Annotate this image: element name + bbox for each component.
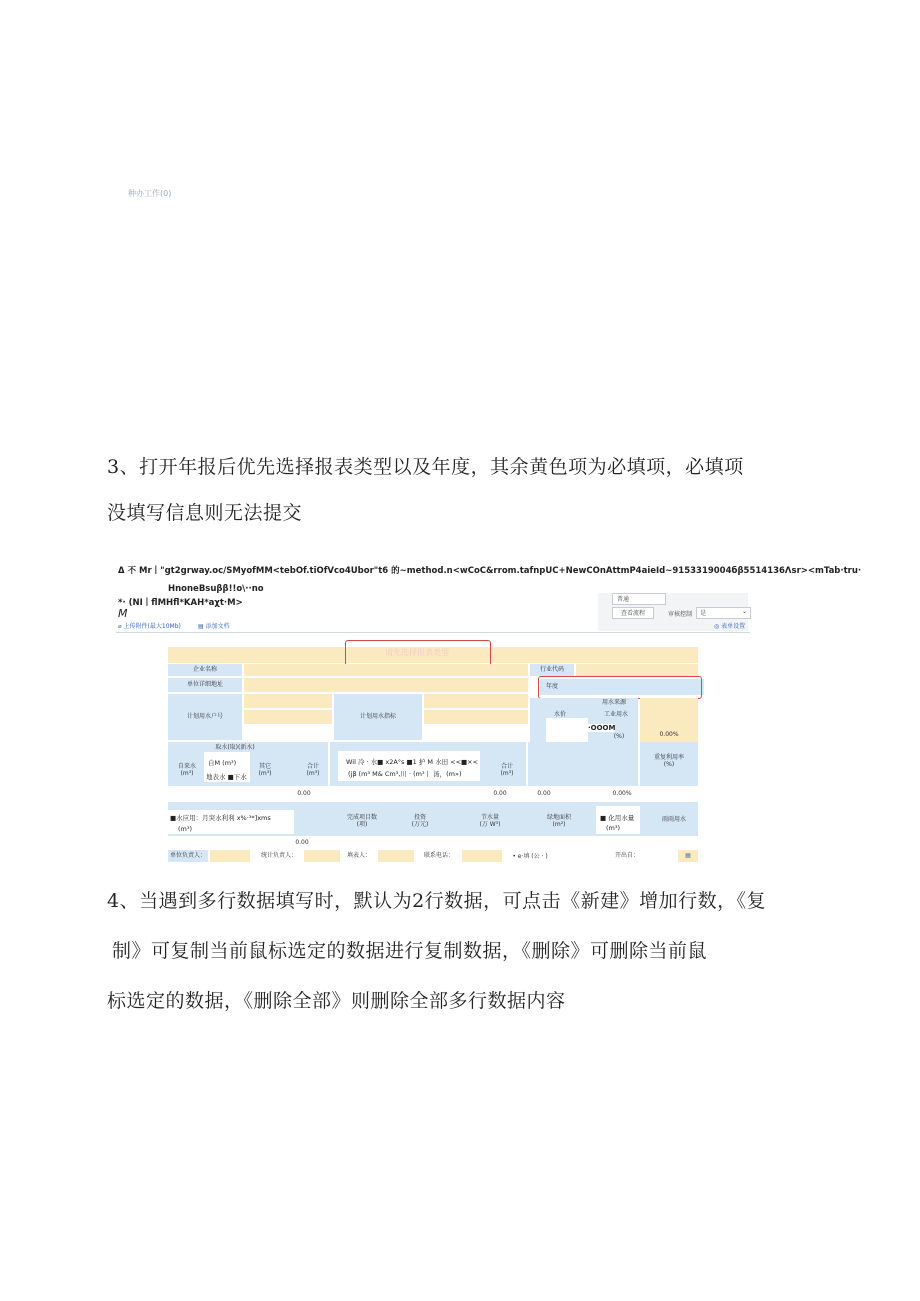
toolbar-divider: [116, 632, 750, 633]
value-zero-2: 0.00: [493, 790, 507, 798]
view-flow-button[interactable]: 查看流程: [612, 607, 654, 619]
report-date-label: 开出自：: [614, 852, 639, 860]
water-account-field-2[interactable]: [244, 710, 332, 724]
year-label: 年度: [540, 679, 704, 695]
recycle-label: ■ 化用水量: [600, 814, 635, 822]
recycle-block: [528, 742, 638, 786]
industry-water-label: 工业用水: [603, 711, 628, 719]
green-area-label: 绿地面积 (m²): [546, 813, 571, 828]
total-label-2: 合计 (m³): [500, 762, 514, 777]
unit-head-label: 单位负责人：: [168, 850, 208, 862]
company-name-label: 企业名称: [168, 664, 242, 676]
water-price-label: 水价: [553, 711, 566, 719]
screenshot-subtitle-2: *· (NI丨flMHfl*KAH*aχt·M>: [118, 598, 243, 608]
water-source-label: 用水来源: [601, 699, 626, 707]
address-field[interactable]: [244, 678, 528, 692]
percent-unit-label: (%): [613, 733, 625, 741]
rain-water-label: 雨雨用水: [661, 816, 686, 824]
step4-line1: 4、当遇到多行数据填写时，默认为2行数据，可点击《新建》增加行数，《复: [107, 890, 767, 912]
company-name-field[interactable]: [244, 664, 528, 676]
paperclip-icon: ⌀: [118, 623, 122, 630]
add-document-button[interactable]: ▤ 添加文档: [198, 623, 230, 630]
chevron-down-icon: ⌄: [741, 608, 747, 615]
recycle-unit: (m³): [606, 824, 621, 832]
saved-water-label: 节水量 (万 W³): [479, 813, 501, 828]
fill-date-label: • e·填 (公 · ): [512, 853, 548, 861]
reuse-rate-label: 重复利用率 (%): [653, 753, 684, 768]
screenshot-letter: M: [118, 607, 128, 620]
settings-icon: ◎: [714, 623, 720, 630]
year-highlight: [538, 676, 702, 699]
investment-label: 投资 (万元): [411, 813, 429, 828]
browser-url: Δ 不 Mr丨"gt2grway.oc/SMyofMM<tebOf.tiOfVco4Ubor"t6 的~method.n<wCoC&rrom.tafnpUC+NewCOnAttmP4aieId~9153319004бβ5514136Λsr><mTab·tru·: [118, 566, 862, 576]
self-water-label: 自M (m³): [208, 759, 237, 767]
audit-control-label: 审核控制: [668, 611, 693, 618]
popup-text-2: (jβ (m³ M& Cm³,川 · (m³丨 汤，(m»): [348, 770, 462, 778]
total-label: 合计 (m³): [306, 762, 320, 777]
water-account-label: 计划用水户号: [168, 694, 242, 740]
step4-line2: 制》可复制当前鼠标选定的数据进行复制数据，《删除》可删除当前鼠: [112, 940, 708, 962]
document-icon: ▤: [198, 623, 204, 630]
phone-field[interactable]: [462, 850, 502, 862]
popup-text-1: Wil 冷 · 水■ x2A°s ■1 护 M 水田 <<■×<: [346, 758, 479, 766]
audit-control-select[interactable]: 是 ⌄: [696, 607, 751, 619]
pending-work-caption: 种办工作(0): [128, 189, 172, 198]
unit-head-field[interactable]: [210, 850, 250, 862]
surface-water-label: 自来水 (m³): [177, 762, 196, 777]
completed-projects-label: 完成项目数 (项): [346, 813, 377, 828]
plan-water-field-2[interactable]: [424, 710, 528, 724]
filler-label: 填表人：: [346, 852, 371, 860]
screenshot-subtitle-1: HnoneBsuββ!!o\··no: [168, 584, 264, 594]
water-saving-label: ■水应用：月突水利利 x%·³*]xms: [170, 814, 271, 822]
step3-line1: 3、打开年报后优先选择报表类型以及年度，其余黄色项为必填项，必填项: [107, 456, 744, 478]
stat-head-field[interactable]: [304, 850, 340, 862]
other-label: 其它 (m³): [258, 762, 272, 777]
value-zero-4: 0.00: [295, 839, 309, 847]
percent-value: 0.00%: [659, 731, 679, 739]
step4-line3: 标选定的数据，《删除全部》则删除全部多行数据内容: [107, 990, 566, 1012]
industry-code-field[interactable]: [576, 664, 698, 676]
value-zero-3: 0.00: [537, 790, 551, 798]
upload-attachment-button[interactable]: ⌀ 上传附件(最大10Mb): [118, 623, 181, 630]
reuse-rate-value: 0.00%: [612, 790, 632, 798]
value-zero-1: 0.00: [297, 790, 311, 798]
report-type-select[interactable]: 普通: [612, 593, 666, 605]
address-label: 单位详细地址: [168, 678, 242, 692]
form-settings-link[interactable]: ◎ 表单设置: [714, 623, 746, 630]
calendar-icon: ▦: [685, 852, 691, 860]
water-saving-unit: (m³): [178, 825, 193, 833]
water-account-field-1[interactable]: [244, 694, 332, 708]
industry-code-label: 行业代码: [530, 664, 574, 676]
take-water-label: 取水(取)(新水): [215, 744, 255, 752]
well-water-label: 地表水 ■下水: [206, 773, 247, 781]
ooom-label: ·OOOM: [588, 724, 616, 732]
filler-field[interactable]: [378, 850, 414, 862]
step3-line2: 没填写信息则无法提交: [107, 502, 303, 524]
plan-water-label: 计划用水指标: [334, 694, 422, 740]
report-type-hint: 请先选择报表类型: [385, 648, 449, 658]
stat-head-label: 统计负责人：: [260, 852, 297, 860]
phone-label: 联系电话：: [423, 852, 454, 860]
plan-water-field-1[interactable]: [424, 694, 528, 708]
report-date-field[interactable]: [678, 850, 698, 862]
